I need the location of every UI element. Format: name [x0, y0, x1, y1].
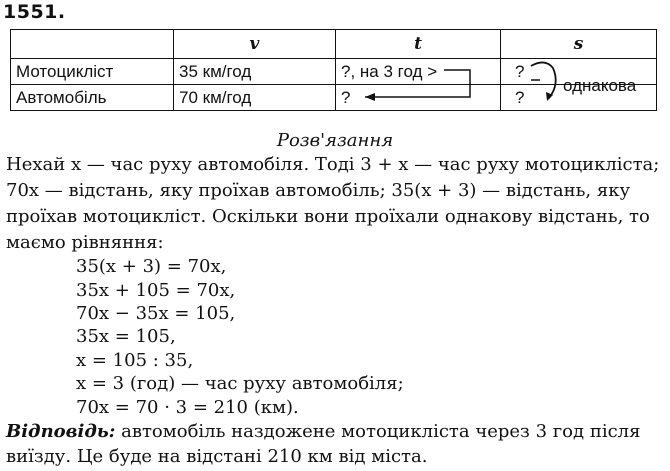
- header-v: v: [174, 30, 336, 59]
- equation: 70x = 70 · 3 = 210 (км).: [76, 397, 299, 418]
- row-distance: ?: [501, 59, 657, 85]
- equation: 70x − 35x = 105,: [76, 303, 236, 324]
- arrow-head-icon: [365, 93, 375, 101]
- answer-label: Відповідь:: [6, 421, 116, 442]
- equation: x = 3 (год) — час руху автомобіля;: [76, 373, 404, 394]
- text-line: 70x — відстань, яку проїхав автомобіль; 35(x + 3) — відстань, яку: [6, 180, 631, 201]
- row-name: Автомобіль: [11, 85, 174, 111]
- answer-text: автомобіль наздожене мотоцикліста через 3 год після: [115, 421, 641, 442]
- equation: 35(x + 3) = 70x,: [76, 256, 227, 277]
- solution-title: Розв'язання: [276, 130, 394, 151]
- same-note: однакова: [563, 76, 637, 95]
- answer-line-1: [6, 421, 640, 442]
- row-time: ?: [336, 85, 501, 111]
- text-line: проїхав мотоцикліст. Оскільки вони проїхали однакову відстань, то: [6, 206, 650, 227]
- text-line: Нехай x — час руху автомобіля. Тоді 3 + x — час руху мотоцикліста;: [6, 154, 660, 175]
- equation: 35x = 105,: [76, 326, 176, 347]
- header-t: t: [336, 30, 501, 59]
- problem-number: 1551.: [3, 1, 66, 23]
- table-arrows: [0, 0, 670, 130]
- row-time: ?, на 3 год >: [336, 59, 501, 85]
- arrow-line: [365, 70, 470, 97]
- row-distance: ?: [501, 85, 657, 111]
- row-speed: 35 км/год: [174, 59, 336, 85]
- equation: x = 105 : 35,: [76, 350, 194, 371]
- row-speed: 70 км/год: [174, 85, 336, 111]
- header-s: s: [501, 30, 657, 59]
- equation: 35x + 105 = 70x,: [76, 280, 236, 301]
- text-line: маємо рівняння:: [6, 232, 164, 253]
- row-name: Мотоцикліст: [11, 59, 174, 85]
- answer-line-2: виїзду. Це буде на відстані 210 км від міста.: [6, 446, 428, 467]
